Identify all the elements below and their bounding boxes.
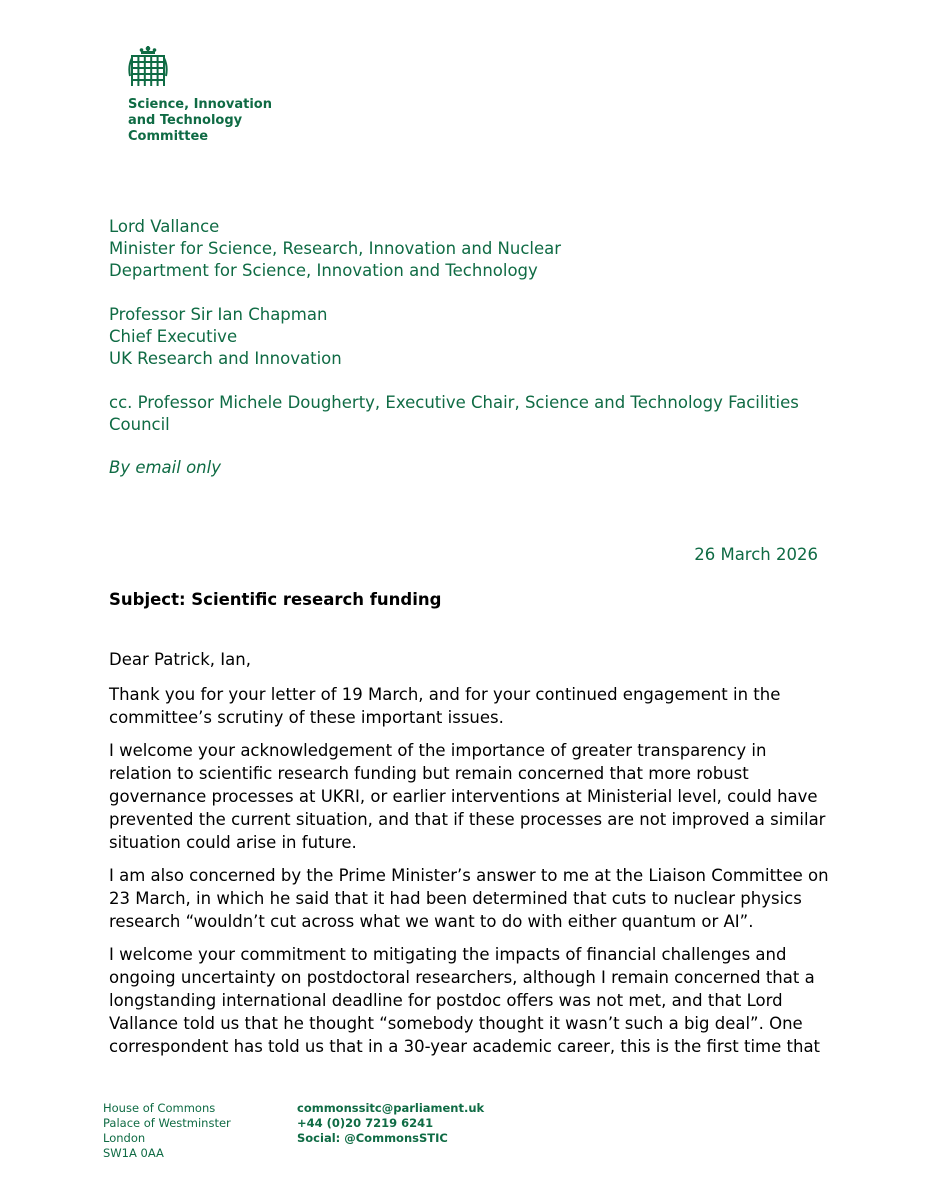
footer-email[interactable]: commonssitc@parliament.uk: [297, 1101, 485, 1115]
portcullis-icon: [128, 46, 168, 90]
committee-name: Science, Innovation and Technology Committee: [128, 97, 272, 144]
recipient-block-2: [109, 304, 342, 370]
recipient-block-1: [109, 216, 561, 282]
committee-logo: [128, 46, 288, 145]
recipient-department: Department for Science, Innovation and Technology: [109, 261, 538, 280]
salutation: Dear Patrick, Ian,: [109, 650, 251, 669]
recipient-name: Lord Vallance: [109, 217, 220, 236]
footer-social: Social: @CommonsSTIC: [297, 1131, 448, 1145]
cc-line: cc. Professor Michele Dougherty, Executive Chair, Science and Technology Facilities Council: [109, 393, 799, 434]
body-paragraph: I welcome your commitment to mitigating the impacts of financial challenges and ongoing uncertainty on postdoctoral researchers, although I remain concerned that a longstanding international deadline for postdoc offers was not met, and that Lord Vallance told us that he thought “somebody thought it wasn’t such a big deal”. One correspondent has told us that in a 30-year academic career, this is the first time that: [109, 945, 821, 1056]
recipient-title: Minister for Science, Research, Innovation and Nuclear: [109, 239, 562, 258]
letter-subject: Subject: Scientific research funding: [109, 590, 442, 609]
body-paragraph: I am also concerned by the Prime Minister’s answer to me at the Liaison Committee on 23 March, in which he said that it had been determined that cuts to nuclear physics research “wouldn’t cut across what we want to do with either quantum or AI”.: [109, 866, 829, 931]
recipient-title: Chief Executive: [109, 327, 238, 346]
footer-contact: [297, 1101, 484, 1146]
letter-date: 26 March 2026: [694, 545, 818, 564]
letter-body: [109, 648, 829, 1068]
footer-phone: +44 (0)20 7219 6241: [297, 1116, 434, 1130]
recipient-organisation: UK Research and Innovation: [109, 349, 342, 368]
delivery-note: By email only: [109, 458, 221, 477]
footer-address: House of Commons Palace of Westminster London SW1A 0AA: [103, 1101, 231, 1160]
recipient-name: Professor Sir Ian Chapman: [109, 305, 328, 324]
body-paragraph: I welcome your acknowledgement of the importance of greater transparency in relation to scientific research funding but remain concerned that more robust governance processes at UKRI, or earlier interventions at Ministerial level, could have prevented the current situation, and that if these processes are not improved a similar situation could arise in future.: [109, 741, 826, 852]
body-paragraph: Thank you for your letter of 19 March, and for your continued engagement in the committee’s scrutiny of these important issues.: [109, 685, 781, 727]
